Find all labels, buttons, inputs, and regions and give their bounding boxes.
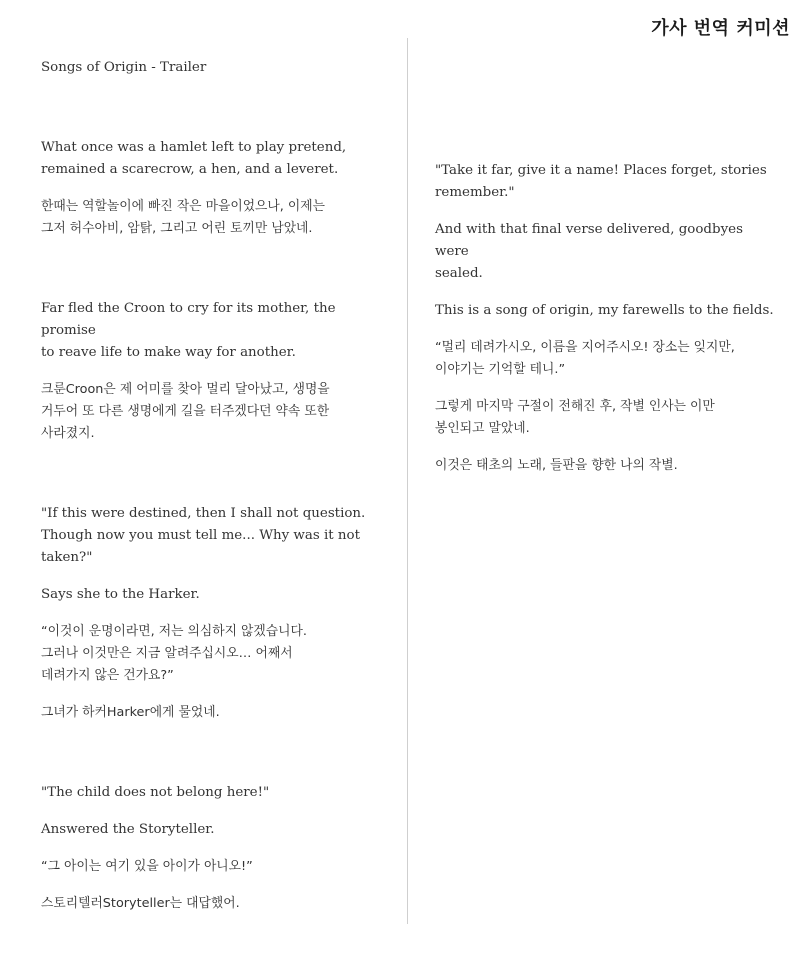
lyric-line: sealed. [435, 266, 483, 281]
left-stanza3-kr [41, 621, 386, 687]
right-column [435, 160, 780, 477]
lyric-line: to reave life to make way for another. [41, 345, 296, 360]
left-stanza1-en [41, 137, 386, 181]
lyric-line: "If this were destined, then I shall not question. [41, 506, 366, 521]
left-stanza2-en [41, 298, 386, 364]
song-title: Songs of Origin - Trailer [41, 60, 207, 75]
left-stanza3-says: Says she to the Harker. [41, 587, 200, 602]
lyric-line: remained a scarecrow, a hen, and a leveret. [41, 162, 339, 177]
column-divider [407, 38, 408, 924]
lyric-line: 그렇게 마지막 구절이 전해진 후, 작별 인사는 이만 [435, 399, 715, 414]
lyric-line: 크룬Croon은 제 어미를 찾아 멀리 달아났고, 생명을 [41, 382, 330, 397]
lyric-line: remember." [435, 185, 515, 200]
left-stanza3-en [41, 503, 386, 569]
left-stanza4-en: "The child does not belong here!" [41, 785, 270, 800]
lyric-line: 그저 허수아비, 암탉, 그리고 어린 토끼만 남았네. [41, 221, 313, 236]
left-stanza4-answer: Answered the Storyteller. [41, 822, 215, 837]
left-column [41, 57, 386, 915]
left-stanza4-answer-kr: 스토리텔러Storyteller는 대답했어. [41, 896, 240, 911]
lyric-line: 데려가지 않은 건가요?” [41, 668, 174, 683]
left-stanza2-kr [41, 379, 386, 445]
lyric-line: "Take it far, give it a name! Places forget, stories [435, 163, 767, 178]
left-stanza1-kr [41, 196, 386, 240]
right-stanza2-en [435, 219, 780, 285]
lyric-line: What once was a hamlet left to play pretend, [41, 140, 347, 155]
right-stanza2-kr [435, 396, 780, 440]
right-stanza1-en [435, 160, 780, 204]
lyric-line: 봉인되고 말았네. [435, 421, 530, 436]
right-stanza3-en: This is a song of origin, my farewells to the fields. [435, 303, 774, 318]
lyric-line: 이야기는 기억할 테니.” [435, 362, 566, 377]
lyric-line: 그러나 이것만은 지금 알려주십시오… 어째서 [41, 646, 293, 661]
lyric-line: Though now you must tell me... Why was it not [41, 528, 360, 543]
page-title: 가사 번역 커미션 [651, 18, 790, 39]
lyric-line: taken?" [41, 550, 93, 565]
right-stanza1-kr [435, 337, 780, 381]
lyric-line: “멀리 데려가시오, 이름을 지어주시오! 장소는 잊지만, [435, 340, 735, 355]
lyric-line: And with that final verse delivered, goodbyes were [435, 222, 743, 259]
lyric-line: 거두어 또 다른 생명에게 길을 터주겠다던 약속 또한 [41, 404, 330, 419]
left-stanza3-says-kr: 그녀가 하커Harker에게 물었네. [41, 705, 220, 720]
lyric-line: Far fled the Croon to cry for its mother, the promise [41, 301, 336, 338]
lyric-line: “이것이 운명이라면, 저는 의심하지 않겠습니다. [41, 624, 307, 639]
left-stanza4-kr: “그 아이는 여기 있을 아이가 아니오!” [41, 859, 253, 874]
lyric-line: 한때는 역할놀이에 빠진 작은 마을이었으나, 이제는 [41, 199, 326, 214]
right-stanza3-kr: 이것은 태초의 노래, 들판을 향한 나의 작별. [435, 458, 678, 473]
lyric-line: 사라졌지. [41, 426, 95, 441]
